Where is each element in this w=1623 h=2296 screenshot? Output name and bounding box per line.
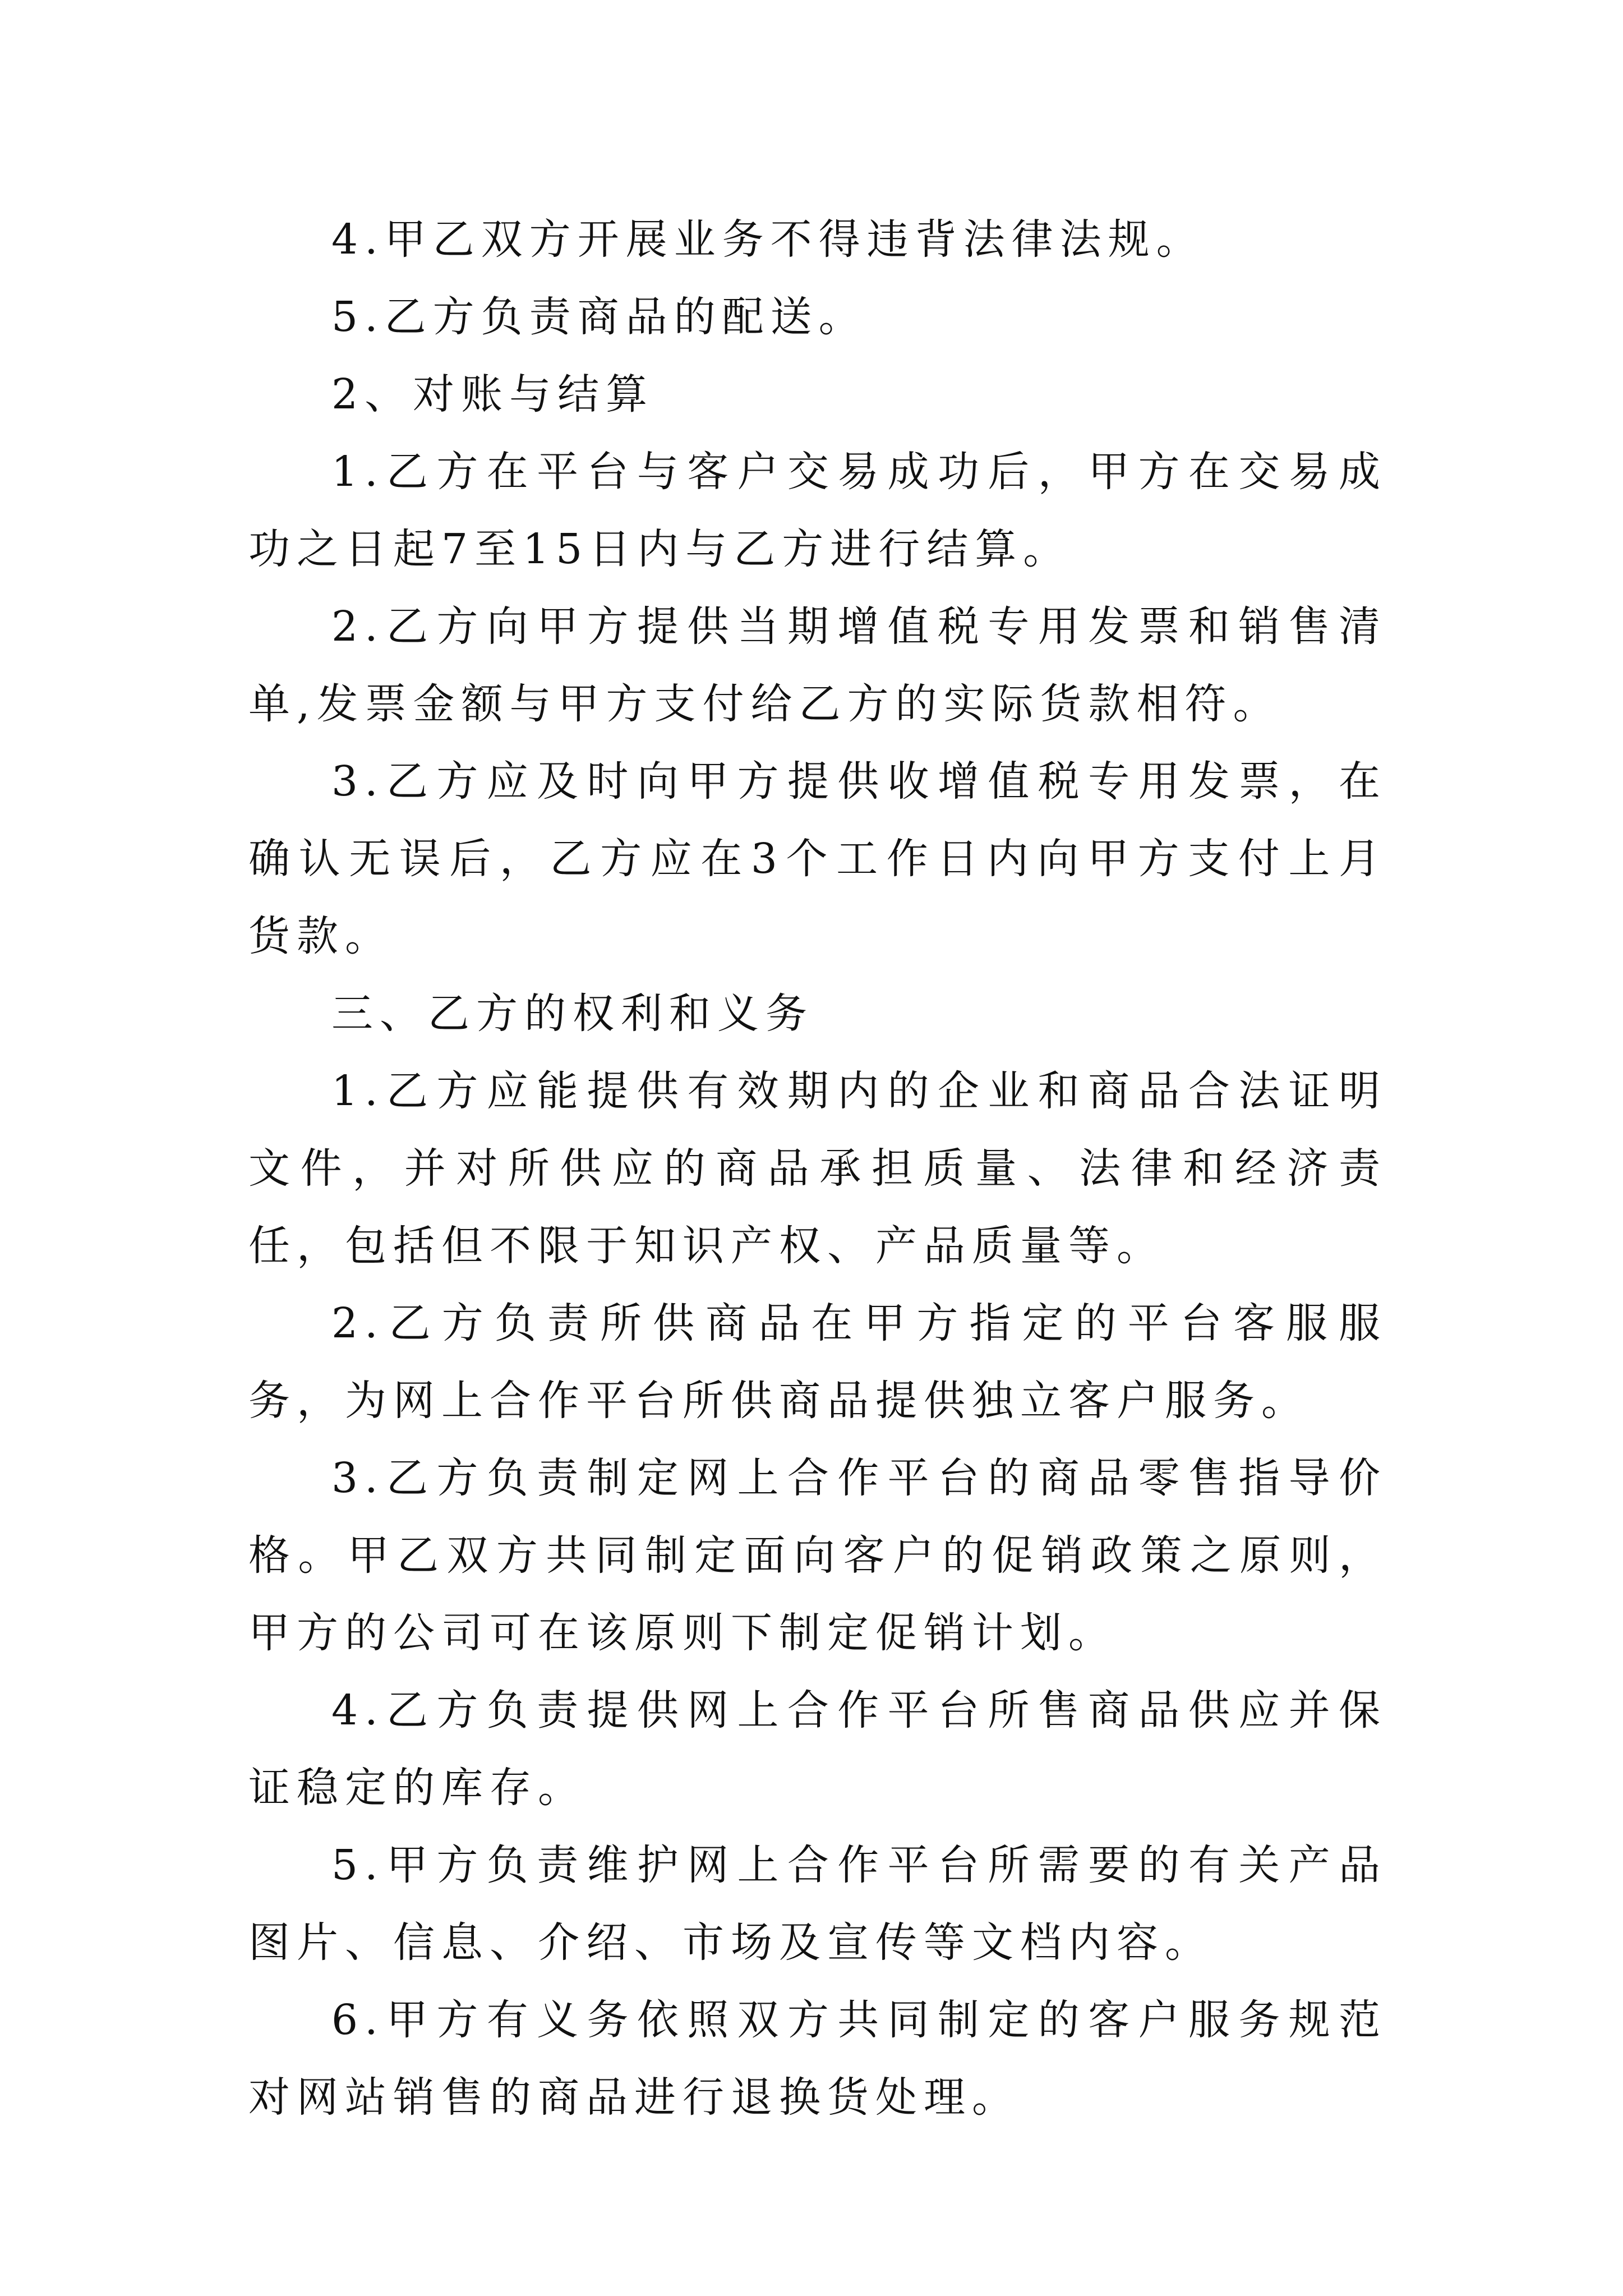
- paragraph-5: 2.乙方向甲方提供当期增值税专用发票和销售清单,发票金额与甲方支付给乙方的实际货款相符。: [248, 602, 1387, 728]
- document-body: [248, 201, 1387, 2136]
- paragraph-6: 3.乙方应及时向甲方提供收增值税专用发票，在确认无误后，乙方应在3个工作日内向甲方支付上月货款。: [248, 757, 1387, 960]
- paragraph-11: 4.乙方负责提供网上合作平台所售商品供应并保证稳定的库存。: [248, 1686, 1387, 1812]
- paragraph-1: 4.甲乙双方开展业务不得违背法律法规。: [331, 215, 1205, 264]
- paragraph-12: 5.甲方负责维护网上合作平台所需要的有关产品图片、信息、介绍、市场及宣传等文档内容。: [248, 1841, 1387, 1967]
- paragraph-13: 6.甲方有义务依照双方共同制定的客户服务规范对网站销售的商品进行退换货处理。: [248, 1996, 1387, 2122]
- paragraph-4: 1.乙方在平台与客户交易成功后，甲方在交易成功之日起7至15日内与乙方进行结算。: [248, 448, 1387, 573]
- paragraph-2: 5.乙方负责商品的配送。: [331, 293, 867, 341]
- paragraph-8: 1.乙方应能提供有效期内的企业和商品合法证明文件，并对所供应的商品承担质量、法律和经济责任，包括但不限于知识产权、产品质量等。: [248, 1067, 1387, 1270]
- section-heading-party-b-rights: 三、乙方的权利和义务: [331, 990, 814, 1038]
- paragraph-9: 2.乙方负责所供商品在甲方指定的平台客服服务，为网上合作平台所供商品提供独立客户服务。: [248, 1299, 1387, 1425]
- paragraph-10: 3.乙方负责制定网上合作平台的商品零售指导价格。甲乙双方共同制定面向客户的促销政策之原则，甲方的公司可在该原则下制定促销计划。: [248, 1454, 1387, 1657]
- section-heading-reconciliation: 2、对账与结算: [331, 370, 654, 418]
